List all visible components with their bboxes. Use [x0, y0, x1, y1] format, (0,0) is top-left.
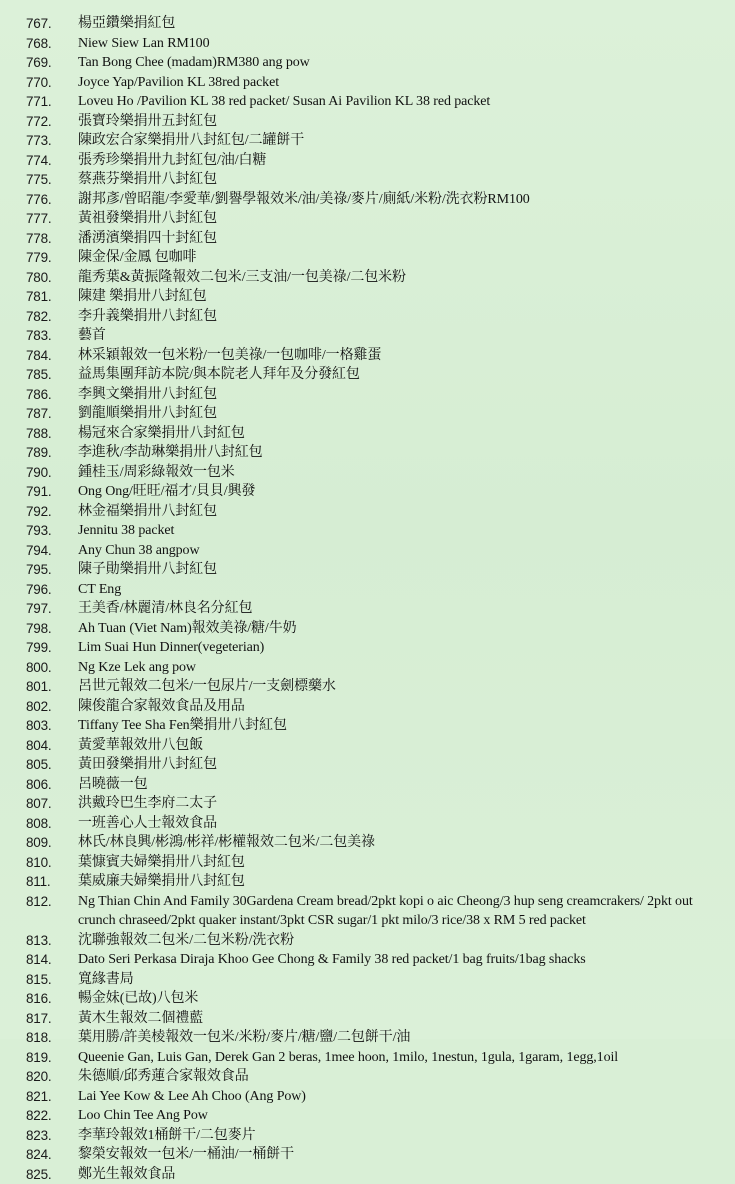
entry-number: 778. — [26, 229, 78, 249]
list-item — [26, 1106, 726, 1126]
entry-text: 陳建 樂捐卅八封紅包 — [78, 287, 726, 307]
list-item — [26, 716, 726, 736]
entry-number: 787. — [26, 404, 78, 424]
entry-number: 810. — [26, 853, 78, 873]
entry-text: 朱德順/邱秀蓮合家報效食品 — [78, 1067, 726, 1087]
list-item — [26, 697, 726, 717]
list-item — [26, 190, 726, 210]
entry-number: 824. — [26, 1145, 78, 1165]
entry-text: 陳子勛樂捐卅八封紅包 — [78, 560, 726, 580]
entry-text: 呂世元報效二包米/一包尿片/一支劍標藥水 — [78, 677, 726, 697]
entry-text: 黃愛華報效卅八包飯 — [78, 736, 726, 756]
entry-text: Jennitu 38 packet — [78, 521, 726, 541]
entry-number: 802. — [26, 697, 78, 717]
entry-text: 益馬集團拜訪本院/與本院老人拜年及分發紅包 — [78, 365, 726, 385]
list-item — [26, 73, 726, 93]
list-item — [26, 482, 726, 502]
entry-number: 823. — [26, 1126, 78, 1146]
list-item — [26, 229, 726, 249]
list-item — [26, 599, 726, 619]
list-item — [26, 1126, 726, 1146]
list-item — [26, 463, 726, 483]
entry-number: 796. — [26, 580, 78, 600]
entry-number: 811. — [26, 872, 78, 892]
entry-text: 鍾桂玉/周彩綠報效一包米 — [78, 463, 726, 483]
entry-number: 808. — [26, 814, 78, 834]
entry-text: 龍秀葉&黃振隆報效二包米/三支油/一包美祿/二包米粉 — [78, 268, 726, 288]
entry-number: 773. — [26, 131, 78, 151]
list-item — [26, 560, 726, 580]
entry-number: 784. — [26, 346, 78, 366]
entry-number: 814. — [26, 950, 78, 970]
list-item — [26, 1048, 726, 1068]
entry-number: 769. — [26, 53, 78, 73]
list-item — [26, 658, 726, 678]
entry-number: 783. — [26, 326, 78, 346]
entry-number: 768. — [26, 34, 78, 54]
entry-number: 780. — [26, 268, 78, 288]
entry-text: 黎榮安報效一包米/一桶油/一桶餅干 — [78, 1145, 726, 1165]
list-item — [26, 34, 726, 54]
entry-text: 陳政宏合家樂捐卅八封紅包/二罐餅干 — [78, 131, 726, 151]
list-item — [26, 755, 726, 775]
entry-text: 洪戴玲巴生李府二太子 — [78, 794, 726, 814]
list-item — [26, 677, 726, 697]
entry-text: Ng Kze Lek ang pow — [78, 658, 726, 678]
entry-text: Queenie Gan, Luis Gan, Derek Gan 2 beras, 1mee hoon, 1milo, 1nestun, 1gula, 1garam, 1egg,1oil — [78, 1048, 726, 1068]
entry-number: 825. — [26, 1165, 78, 1184]
list-item — [26, 443, 726, 463]
entry-text: Any Chun 38 angpow — [78, 541, 726, 561]
entry-text: 林金福樂捐卅八封紅包 — [78, 502, 726, 522]
list-item — [26, 53, 726, 73]
entry-text: 張寶玲樂捐卅五封紅包 — [78, 112, 726, 132]
list-item — [26, 268, 726, 288]
list-item — [26, 307, 726, 327]
entry-number: 781. — [26, 287, 78, 307]
entry-text: 黃木生報效二個禮藍 — [78, 1009, 726, 1029]
list-item — [26, 1009, 726, 1029]
list-item — [26, 170, 726, 190]
list-item — [26, 151, 726, 171]
list-item — [26, 1165, 726, 1184]
list-item — [26, 853, 726, 873]
entry-number: 777. — [26, 209, 78, 229]
list-item — [26, 950, 726, 970]
list-item — [26, 248, 726, 268]
entry-text: 張秀珍樂捐卅九封紅包/油/白糖 — [78, 151, 726, 171]
entry-text: 楊冠來合家樂捐卅八封紅包 — [78, 424, 726, 444]
list-item — [26, 1028, 726, 1048]
list-item — [26, 892, 726, 931]
entry-text: 葉慷賓夫婦樂捐卅八封紅包 — [78, 853, 726, 873]
list-item — [26, 989, 726, 1009]
list-item — [26, 814, 726, 834]
entry-number: 785. — [26, 365, 78, 385]
entry-text: 呂曉薇一包 — [78, 775, 726, 795]
entry-text: 黃祖發樂捐卅八封紅包 — [78, 209, 726, 229]
list-item — [26, 794, 726, 814]
entry-text: 陳俊龍合家報效食品及用品 — [78, 697, 726, 717]
entry-text: 暢金妹(已故)八包米 — [78, 989, 726, 1009]
entry-number: 793. — [26, 521, 78, 541]
entry-number: 815. — [26, 970, 78, 990]
entry-text: 楊亞鑽樂捐紅包 — [78, 14, 726, 34]
entry-number: 789. — [26, 443, 78, 463]
entry-number: 809. — [26, 833, 78, 853]
entry-number: 786. — [26, 385, 78, 405]
entry-text: 鄭光生報效食品 — [78, 1165, 726, 1184]
entry-text: Ong Ong/旺旺/福才/貝貝/興發 — [78, 482, 726, 502]
entry-number: 812. — [26, 892, 78, 912]
entry-number: 792. — [26, 502, 78, 522]
entry-text: Joyce Yap/Pavilion KL 38red packet — [78, 73, 726, 93]
entry-number: 813. — [26, 931, 78, 951]
list-item — [26, 365, 726, 385]
list-item — [26, 736, 726, 756]
entry-text: 葉威廉夫婦樂捐卅八封紅包 — [78, 872, 726, 892]
entry-number: 822. — [26, 1106, 78, 1126]
entry-text: 藝首 — [78, 326, 726, 346]
entry-number: 788. — [26, 424, 78, 444]
entry-text: Tan Bong Chee (madam)RM380 ang pow — [78, 53, 726, 73]
entry-number: 794. — [26, 541, 78, 561]
list-item — [26, 619, 726, 639]
entry-text: 王美香/林麗清/林良名分紅包 — [78, 599, 726, 619]
entry-text: Dato Seri Perkasa Diraja Khoo Gee Chong & Family 38 red packet/1 bag fruits/1bag shacks — [78, 950, 726, 970]
entry-number: 816. — [26, 989, 78, 1009]
entry-text: 李進秋/李劼琳樂捐卅八封紅包 — [78, 443, 726, 463]
entry-text: CT Eng — [78, 580, 726, 600]
entry-text: 蔡燕芬樂捐卅八封紅包 — [78, 170, 726, 190]
list-item — [26, 1145, 726, 1165]
list-item — [26, 404, 726, 424]
entry-text: 林采穎報效一包米粉/一包美祿/一包咖啡/一格雞蛋 — [78, 346, 726, 366]
entry-text: 劉龍順樂捐卅八封紅包 — [78, 404, 726, 424]
entry-text: Niew Siew Lan RM100 — [78, 34, 726, 54]
entry-number: 807. — [26, 794, 78, 814]
entry-text: Loo Chin Tee Ang Pow — [78, 1106, 726, 1126]
list-item — [26, 346, 726, 366]
entry-text: 謝邦彥/曾昭龍/李愛華/劉譽學報效米/油/美祿/麥片/廁紙/米粉/洗衣粉RM100 — [78, 190, 726, 210]
list-item — [26, 833, 726, 853]
entry-number: 819. — [26, 1048, 78, 1068]
entry-text: 沈聯強報效二包米/二包米粉/洗衣粉 — [78, 931, 726, 951]
list-item — [26, 424, 726, 444]
list-item — [26, 580, 726, 600]
list-item — [26, 112, 726, 132]
entry-number: 806. — [26, 775, 78, 795]
entry-number: 795. — [26, 560, 78, 580]
entry-number: 803. — [26, 716, 78, 736]
list-item — [26, 541, 726, 561]
list-item — [26, 521, 726, 541]
entry-text: Lim Suai Hun Dinner(vegeterian) — [78, 638, 726, 658]
list-item — [26, 502, 726, 522]
entry-number: 772. — [26, 112, 78, 132]
list-item — [26, 385, 726, 405]
donation-list — [26, 14, 726, 1184]
entry-text: Ng Thian Chin And Family 30Gardena Cream bread/2pkt kopi o aic Cheong/3 hup seng creamcrakers/ 2pkt out crunch chraseed/2pkt quaker instant/3pkt CSR sugar/1 pkt milo/3 rice/38 x RM 5 red packet — [78, 892, 726, 931]
entry-text: 葉用勝/許美棱報效一包米/米粉/麥片/糖/鹽/二包餅干/油 — [78, 1028, 726, 1048]
entry-number: 801. — [26, 677, 78, 697]
entry-number: 774. — [26, 151, 78, 171]
entry-number: 771. — [26, 92, 78, 112]
entry-number: 779. — [26, 248, 78, 268]
list-item — [26, 14, 726, 34]
list-item — [26, 209, 726, 229]
entry-number: 817. — [26, 1009, 78, 1029]
entry-number: 800. — [26, 658, 78, 678]
entry-text: 李華玲報效1桶餅干/二包麥片 — [78, 1126, 726, 1146]
entry-number: 820. — [26, 1067, 78, 1087]
list-item — [26, 92, 726, 112]
entry-text: Lai Yee Kow & Lee Ah Choo (Ang Pow) — [78, 1087, 726, 1107]
list-item — [26, 931, 726, 951]
entry-number: 790. — [26, 463, 78, 483]
entry-number: 767. — [26, 14, 78, 34]
entry-text: 寬緣書局 — [78, 970, 726, 990]
entry-number: 782. — [26, 307, 78, 327]
entry-text: 李升義樂捐卅八封紅包 — [78, 307, 726, 327]
entry-text: 陳金保/金鳳 包咖啡 — [78, 248, 726, 268]
entry-text: 林氏/林良興/彬鴻/彬祥/彬權報效二包米/二包美祿 — [78, 833, 726, 853]
entry-number: 821. — [26, 1087, 78, 1107]
entry-number: 798. — [26, 619, 78, 639]
entry-number: 775. — [26, 170, 78, 190]
list-item — [26, 970, 726, 990]
entry-text: 潘湧濱樂捐四十封紅包 — [78, 229, 726, 249]
entry-number: 818. — [26, 1028, 78, 1048]
list-item — [26, 131, 726, 151]
entry-number: 797. — [26, 599, 78, 619]
entry-number: 791. — [26, 482, 78, 502]
entry-text: 李興文樂捐卅八封紅包 — [78, 385, 726, 405]
list-item — [26, 872, 726, 892]
entry-number: 770. — [26, 73, 78, 93]
entry-number: 804. — [26, 736, 78, 756]
entry-text: Loveu Ho /Pavilion KL 38 red packet/ Susan Ai Pavilion KL 38 red packet — [78, 92, 726, 112]
list-item — [26, 1087, 726, 1107]
list-item — [26, 638, 726, 658]
entry-text: Tiffany Tee Sha Fen樂捐卅八封紅包 — [78, 716, 726, 736]
entry-number: 776. — [26, 190, 78, 210]
list-item — [26, 775, 726, 795]
list-item — [26, 1067, 726, 1087]
list-item — [26, 287, 726, 307]
list-item — [26, 326, 726, 346]
entry-text: Ah Tuan (Viet Nam)報效美祿/糖/牛奶 — [78, 619, 726, 639]
entry-text: 一班善心人士報效食品 — [78, 814, 726, 834]
entry-number: 805. — [26, 755, 78, 775]
entry-text: 黃田發樂捐卅八封紅包 — [78, 755, 726, 775]
entry-number: 799. — [26, 638, 78, 658]
